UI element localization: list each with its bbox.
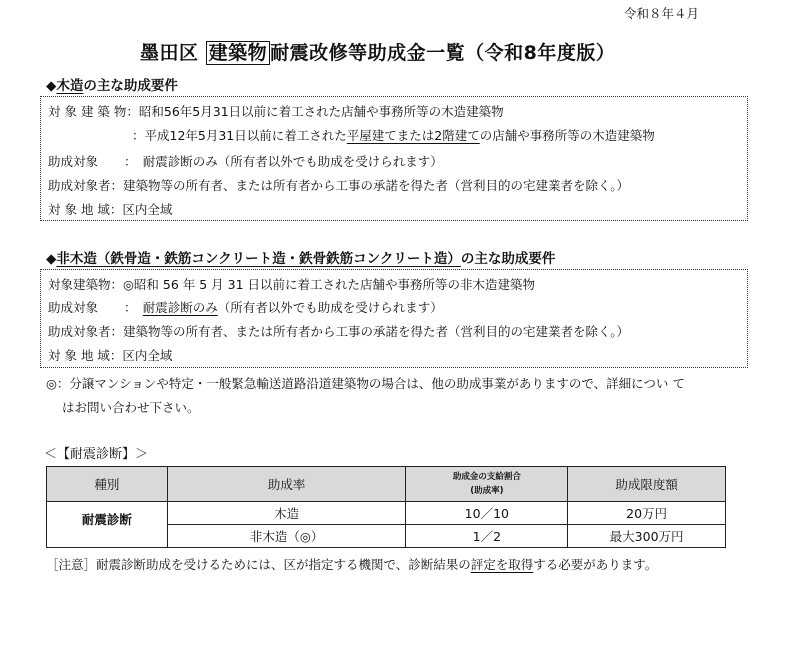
nonwood-building-value: ：◎昭和 56 年 5 月 31 日以前に着工された店舗や事務所等の非木造建築物 bbox=[110, 277, 536, 292]
wood-building-value2-post: の店舗や事務所等の木造建築物 bbox=[479, 128, 655, 143]
nonwood-target-row bbox=[48, 298, 443, 316]
nonwood-section-heading bbox=[46, 247, 555, 267]
wood-recipient-value: ：建築物等の所有者、または所有者から工事の承諾を得た者（営利目的の宅建業者を除く。） bbox=[110, 178, 630, 193]
footnote bbox=[46, 555, 657, 573]
nonwood-area-value: ：区内全域 bbox=[109, 348, 173, 363]
nonwood-recipient-label: 助成対象者 bbox=[48, 324, 111, 339]
notice-line-1: ◎：分譲マンションや特定・一般緊急輸送道路沿道建築物の場合は、他の助成事業がありますので、詳細につい て bbox=[46, 376, 685, 391]
nonwood-building-label: 対象建築物 bbox=[48, 277, 111, 292]
title-rest: 耐震改修等助成金一覧（令和8年度版） bbox=[270, 42, 616, 64]
nonwood-area-label: 対 象 地 域 bbox=[48, 348, 110, 363]
footnote-underlined: 評定を取得 bbox=[470, 557, 534, 572]
wood-recipient-label: 助成対象者 bbox=[48, 178, 111, 193]
wood-area-value: ：区内全域 bbox=[109, 202, 173, 217]
header-ratio-line1: 助成金の支給割合 bbox=[452, 472, 521, 482]
nonwood-target-label: 助成対象 bbox=[48, 300, 99, 315]
ratio-cell: 10／10 bbox=[406, 502, 568, 525]
heading-bullet: ◆ bbox=[46, 251, 57, 267]
type-cell: 木造 bbox=[167, 502, 406, 525]
nonwood-target-colon: ： bbox=[124, 300, 143, 315]
nonwood-target-value-rest: （所有者以外でも助成を受けられます） bbox=[217, 300, 443, 315]
header-rate: 助成率 bbox=[167, 467, 406, 502]
wood-target-value: ： 耐震診断のみ（所有者以外でも助成を受けられます） bbox=[124, 154, 443, 169]
wood-target-label: 助成対象 bbox=[48, 154, 99, 169]
kind-cell: 耐震診断 bbox=[47, 502, 168, 548]
nonwood-heading-keyword: 非木造（鉄骨造・鉄筋コンクリート造・鉄骨鉄筋コンクリート造） bbox=[56, 251, 461, 267]
wood-recipient-row bbox=[48, 176, 629, 194]
page-title bbox=[140, 38, 615, 65]
limit-cell: 最大300万円 bbox=[568, 525, 726, 548]
nonwood-heading-rest: の主な助成要件 bbox=[460, 251, 556, 267]
title-ward: 墨田区 bbox=[140, 42, 206, 64]
nonwood-recipient-value: ：建築物等の所有者、または所有者から工事の承諾を得た者（営利目的の宅建業者を除く。） bbox=[110, 324, 630, 339]
header-kind: 種別 bbox=[47, 467, 168, 502]
issue-date: 令和８年４月 bbox=[624, 6, 700, 21]
type-cell: 非木造（◎） bbox=[167, 525, 406, 548]
wood-building-label: 対 象 建 築 物 bbox=[48, 104, 127, 119]
table-caption: ＜【耐震診断】＞ bbox=[44, 447, 149, 462]
ratio-cell: 1／2 bbox=[406, 525, 568, 548]
wood-heading-keyword: 木造 bbox=[56, 78, 84, 94]
table-row bbox=[47, 502, 726, 525]
wood-building-value2-underlined: 平屋建てまたは2階建て bbox=[346, 128, 480, 143]
wood-section-heading bbox=[46, 74, 178, 94]
wood-area-row bbox=[48, 200, 172, 218]
heading-bullet: ◆ bbox=[46, 78, 57, 94]
footnote-post: する必要があります。 bbox=[533, 557, 658, 572]
limit-cell: 20万円 bbox=[568, 502, 726, 525]
header-ratio-line2: (助成率) bbox=[470, 486, 504, 496]
footnote-pre: ［注意］耐震診断助成を受けるためには、区が指定する機関で、診断結果の bbox=[46, 557, 471, 572]
nonwood-target-value-underlined: 耐震診断のみ bbox=[142, 300, 218, 315]
header-limit: 助成限度額 bbox=[568, 467, 726, 502]
wood-building-value2-pre: ：平成12年5月31日以前に着工された bbox=[132, 128, 347, 143]
header-ratio bbox=[406, 467, 568, 502]
nonwood-recipient-row bbox=[48, 322, 629, 340]
wood-area-label: 対 象 地 域 bbox=[48, 202, 110, 217]
grant-table bbox=[46, 466, 726, 548]
wood-building-row bbox=[48, 102, 504, 120]
wood-heading-rest: の主な助成要件 bbox=[83, 78, 178, 94]
wood-building-row-2 bbox=[132, 126, 655, 144]
nonwood-area-row bbox=[48, 346, 172, 364]
wood-target-row bbox=[48, 152, 443, 170]
table-header-row bbox=[47, 467, 726, 502]
notice-line-2: はお問い合わせ下さい。 bbox=[62, 400, 200, 415]
title-boxed-keyword: 建築物 bbox=[206, 41, 271, 65]
nonwood-building-row bbox=[48, 275, 535, 293]
wood-building-value: ：昭和56年5月31日以前に着工された店舗や事務所等の木造建築物 bbox=[126, 104, 504, 119]
